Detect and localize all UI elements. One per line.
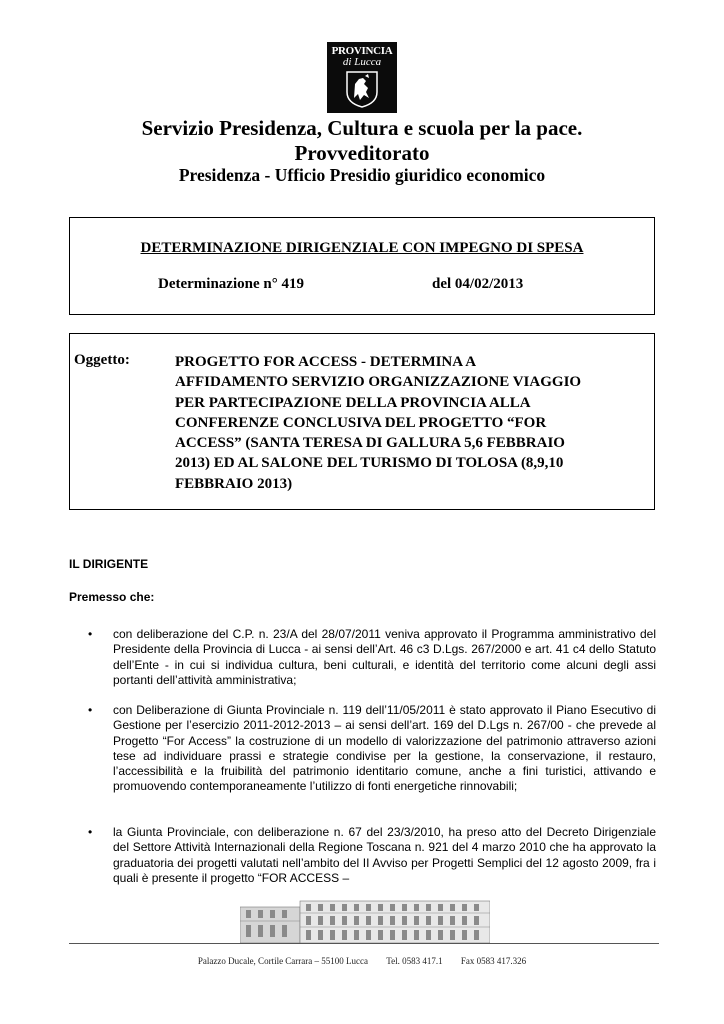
office-title: Servizio Presidenza, Cultura e scuola per la pace. <box>141 116 583 140</box>
determination-heading: DETERMINAZIONE DIRIGENZIALE CON IMPEGNO DI SPESA <box>140 240 584 256</box>
footer-tel: Tel. 0583 417.1 <box>386 956 443 966</box>
bullet-marker: • <box>88 627 93 641</box>
subject-box <box>69 333 655 510</box>
determination-number: Determinazione n° 419 <box>158 276 304 292</box>
determination-date: del 04/02/2013 <box>432 276 524 292</box>
premise-item-2: con Deliberazione di Giunta Provinciale n. 119 dell’11/05/2011 è stato approvato il Piano Esecutivo di Gestione per l’esercizio 2011-2012-2013 – ai sensi dell’art. 169 del D.Lgs n. 267/00 - che prevede al Progetto “For Access” la costruzione di un modello di valorizzazione del patrimonio attraverso azioni tese ad individuare prassi e strategie condivise per la gestione, la conservazione, il restauro, l’accessibilità e la fruibilità del patrimonio identitario comune, anche a fini turistici, attivando e promuovendo contemporaneamente l’utilizzo di fonti energetiche rinnovabili; <box>113 703 656 794</box>
premise-item-1: con deliberazione del C.P. n. 23/A del 28/07/2011 veniva approvato il Programma amministrativo del Presidente della Provincia di Lucca - ai sensi dell’Art. 46 c3 D.Lgs. 267/2000 e art. 41 c4 dello Statuto dell’Ente - in cui si individua cultura, beni culturali, e identità del territorio come alcuni degli assi portanti dell’attività amministrativa; <box>113 627 656 687</box>
footer-divider <box>69 943 659 944</box>
il-dirigente-heading: IL DIRIGENTE <box>69 557 149 571</box>
bullet-marker: • <box>88 825 93 839</box>
bullet-marker: • <box>88 703 93 717</box>
footer-fax: Fax 0583 417.326 <box>460 956 527 966</box>
office-title-line2: Provveditorato <box>294 141 430 165</box>
coat-of-arms-icon <box>345 70 379 108</box>
provincia-logo <box>327 42 397 113</box>
footer-address: Palazzo Ducale, Cortile Carrara – 55100 Lucca <box>197 956 369 966</box>
palazzo-ducale-illustration <box>240 899 490 945</box>
premise-item-3: la Giunta Provinciale, con deliberazione n. 67 del 23/3/2010, ha preso atto del Decreto Dirigenziale del Settore Attività Internazionali della Regione Toscana n. 921 del 4 marzo 2010 che ha approvato la graduatoria dei progetti valutati nell’ambito del II Avviso per Progetti Semplici del 12 agosto 2009, fra i quali è presente il progetto “FOR ACCESS – <box>113 825 656 885</box>
office-subtitle: Presidenza - Ufficio Presidio giuridico economico <box>178 165 546 185</box>
logo-line2: di Lucca <box>342 56 382 68</box>
determination-box <box>69 217 655 315</box>
premesso-heading: Premesso che: <box>69 590 155 604</box>
logo-line1: PROVINCIA <box>331 45 393 57</box>
subject-text: PROGETTO FOR ACCESS - DETERMINA A AFFIDAMENTO SERVIZIO ORGANIZZAZIONE VIAGGIO PER PARTECIPAZIONE DELLA PROVINCIA ALLA CONFERENZE CONCLUSIVA DEL PROGETTO “FOR ACCESS” (SANTA TERESA DI GALLURA 5,6 FEBBRAIO 2013) ED AL SALONE DEL TURISMO DI TOLOSA (8,9,10 FEBBRAIO 2013) <box>175 354 582 492</box>
subject-label: Oggetto: <box>74 352 130 368</box>
footer <box>0 956 724 966</box>
